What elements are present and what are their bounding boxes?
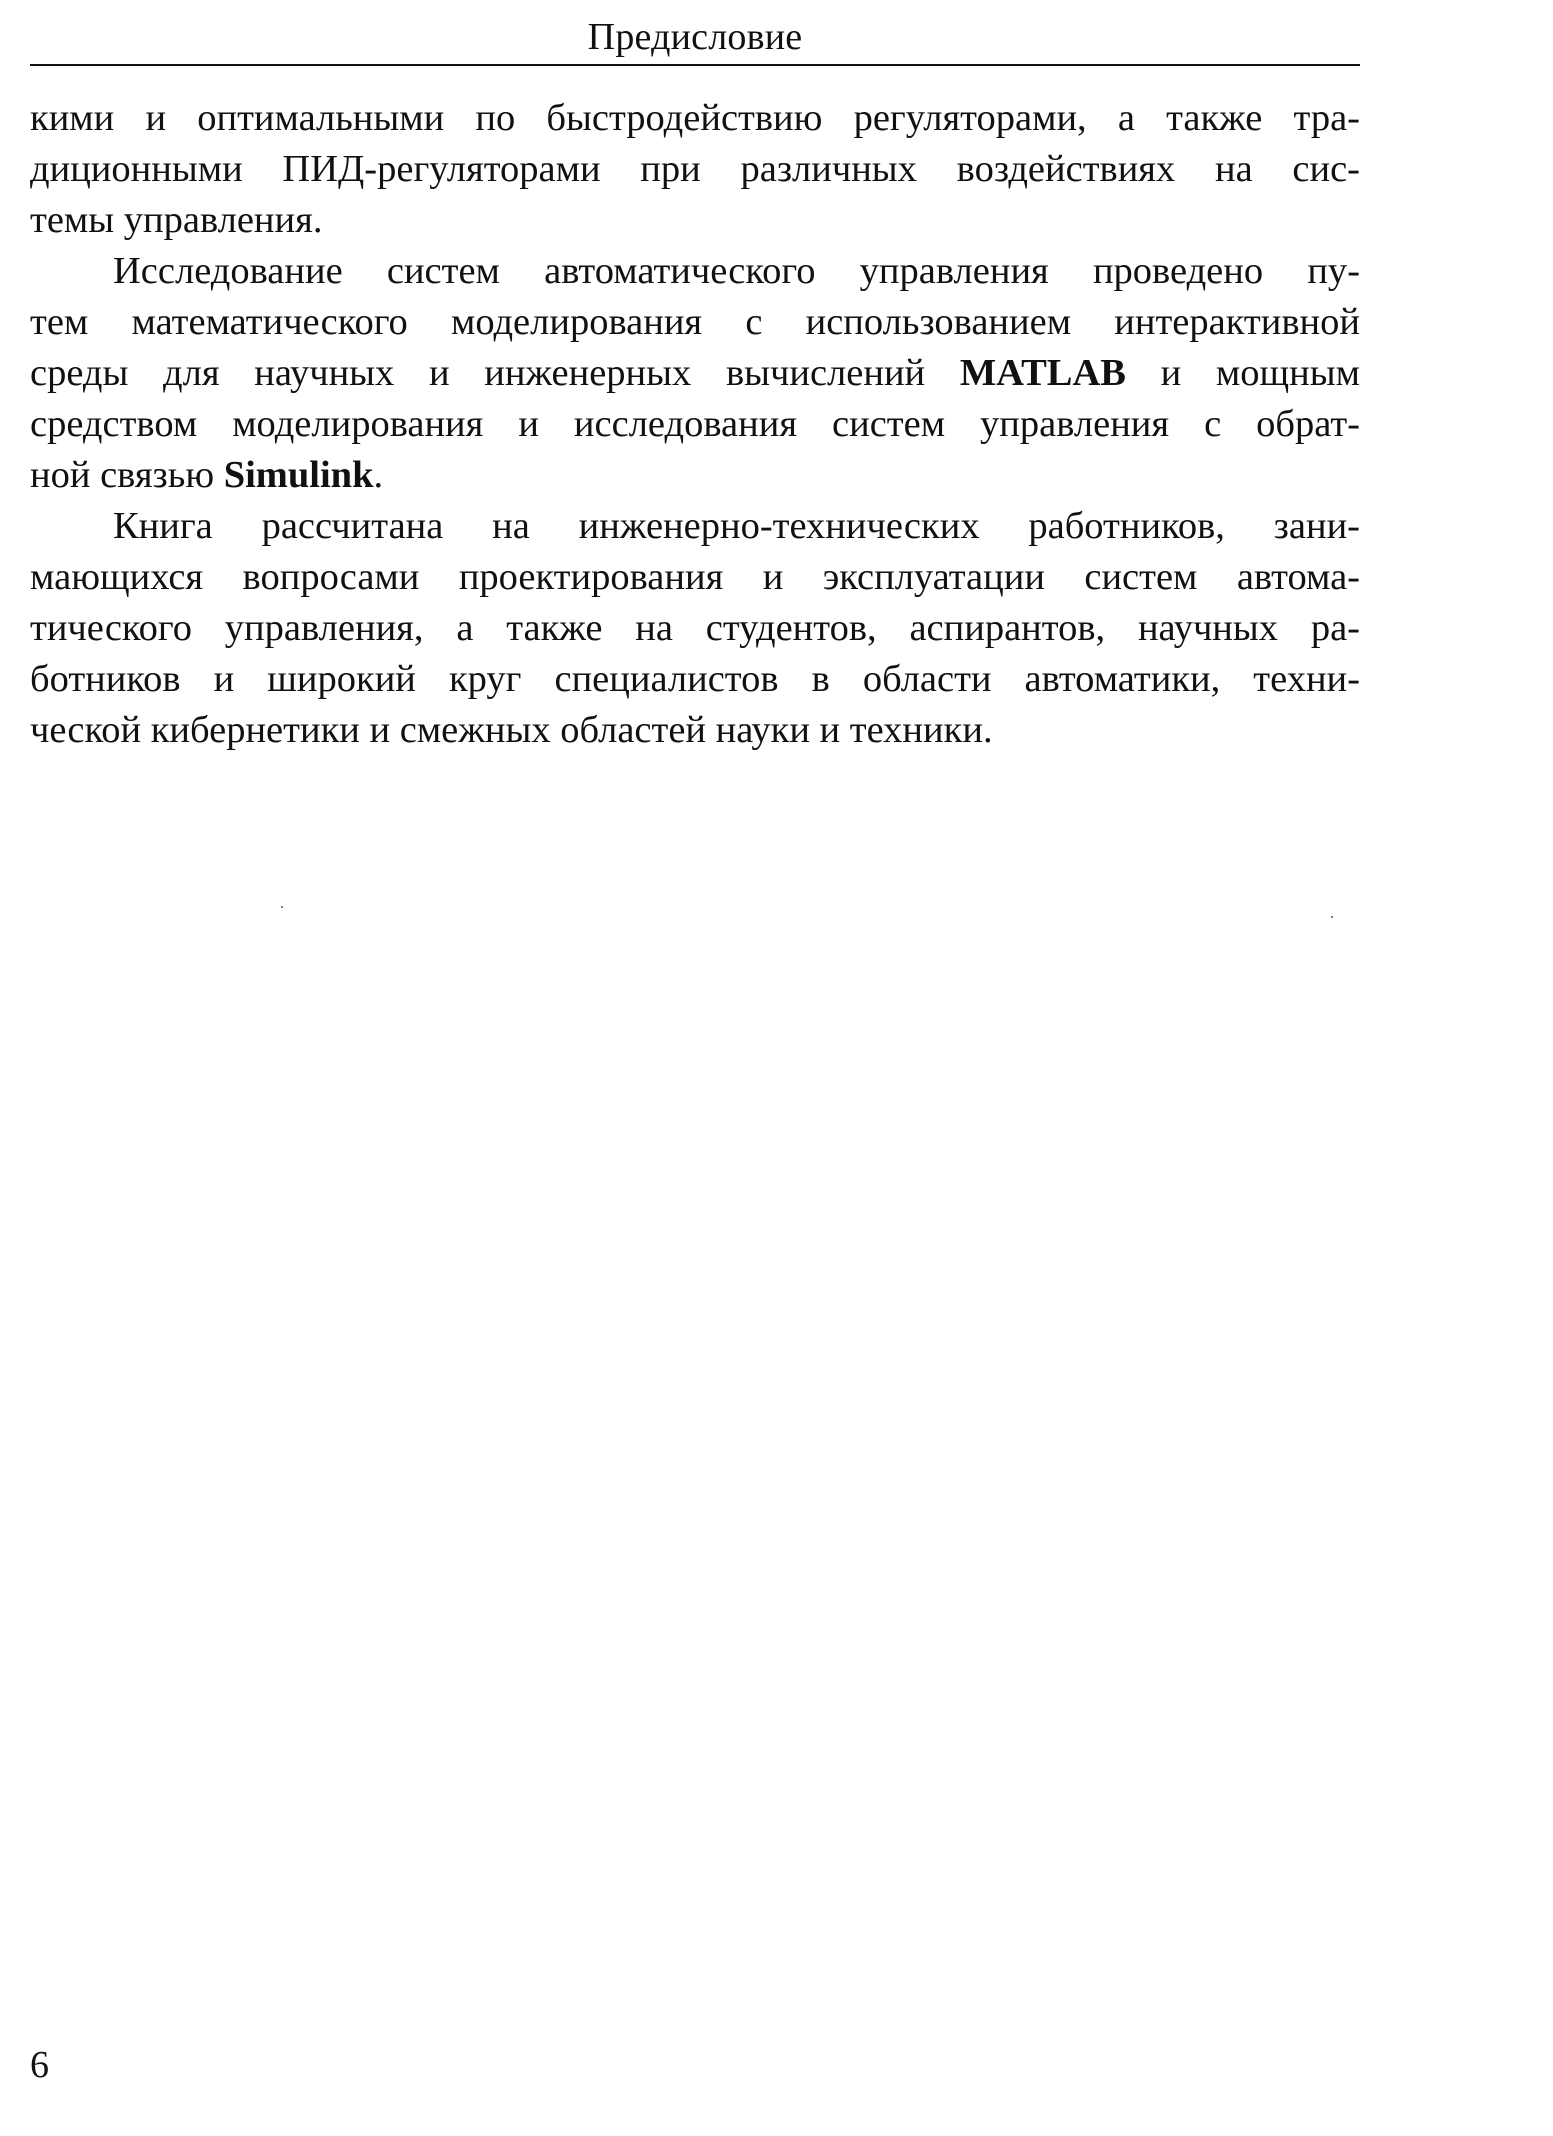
paragraph-3 (30, 501, 1360, 756)
text-line: диционными ПИД-регуляторами при различных воздействиях на сис- (30, 148, 1360, 190)
text-line: тем математического моделирования с использованием интерактивной (30, 301, 1360, 343)
text-run: ной связью (30, 454, 224, 496)
text-line: ческой кибернетики и смежных областей науки и техники. (30, 709, 993, 751)
text-line (30, 348, 1360, 399)
paragraph-2 (30, 246, 1360, 501)
text-run: и мощным (1125, 352, 1360, 394)
header-rule (30, 64, 1360, 66)
text-line: темы управления. (30, 199, 323, 241)
matlab-term: MATLAB (959, 352, 1126, 394)
text-line: средством моделирования и исследования систем управления с обрат- (30, 403, 1360, 445)
scan-speck (281, 906, 283, 908)
text-line: Книга рассчитана на инженерно-технических работников, зани- (113, 505, 1360, 547)
text-line (30, 450, 1360, 501)
text-run: среды для научных и инженерных вычислений (30, 352, 960, 394)
text-line: тического управления, а также на студентов, аспирантов, научных ра- (30, 607, 1360, 649)
page-number: 6 (30, 2044, 49, 2086)
text-line: кими и оптимальными по быстродействию регуляторами, а также тра- (30, 97, 1360, 139)
text-run: . (373, 454, 384, 496)
body-text (30, 93, 1360, 756)
text-line: ботников и широкий круг специалистов в области автоматики, техни- (30, 658, 1360, 700)
running-head: Предисловие (587, 16, 803, 58)
text-line: мающихся вопросами проектирования и эксплуатации систем автома- (30, 556, 1360, 598)
scan-speck (1331, 916, 1333, 918)
simulink-term: Simulink (223, 454, 374, 496)
paragraph-1 (30, 93, 1360, 246)
text-line: Исследование систем автоматического управления проведено пу- (113, 250, 1360, 292)
